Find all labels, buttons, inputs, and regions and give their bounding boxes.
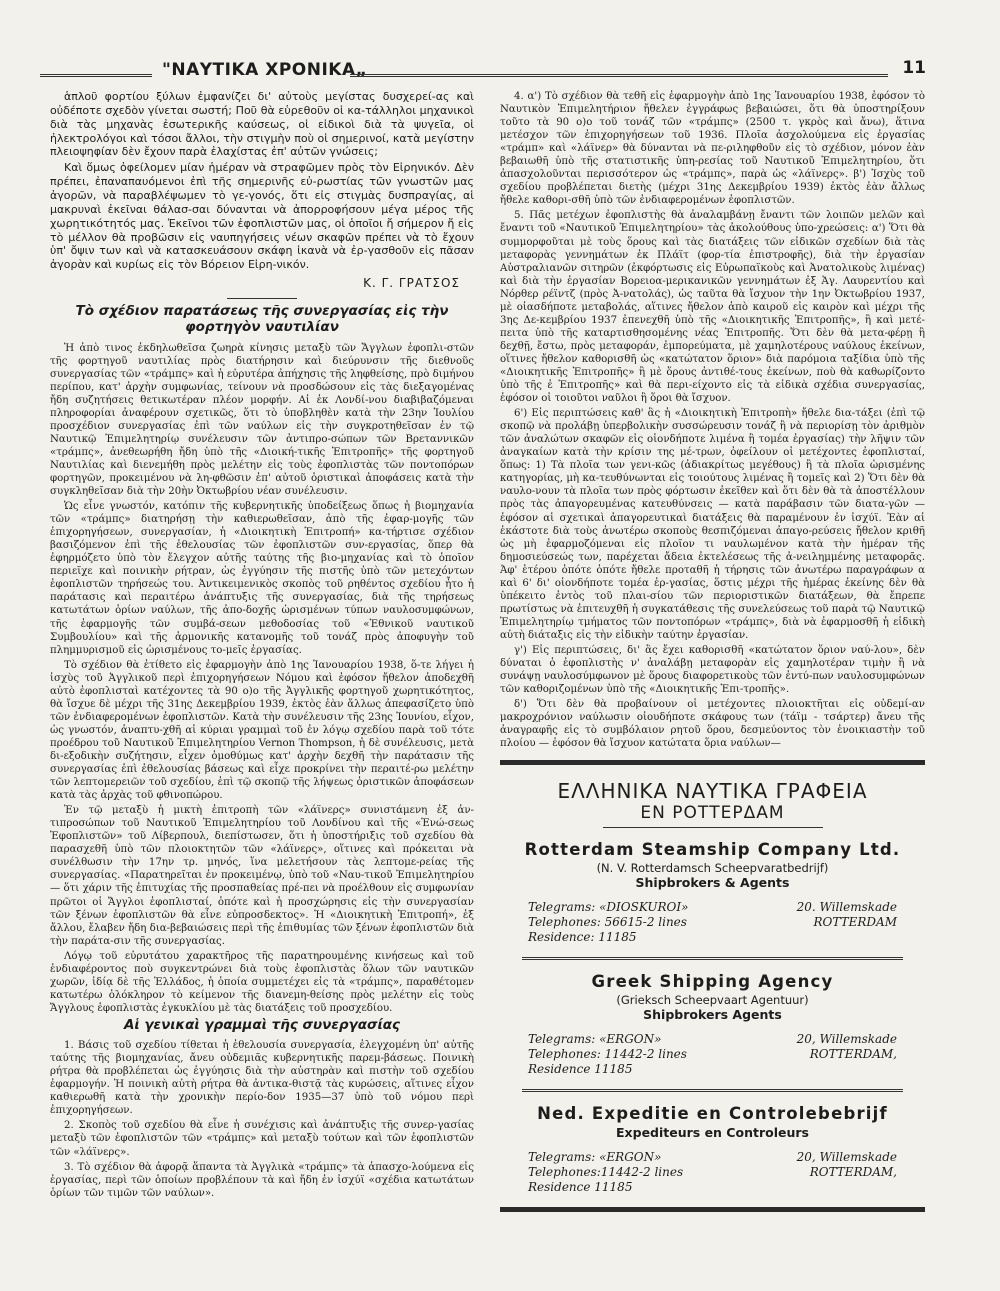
company-contact	[522, 900, 903, 945]
telephones-line: Telephones: 56615-2 lines	[528, 915, 687, 930]
body-paragraph: 5. Πᾶς μετέχων ἐφοπλιστὴς θὰ ἀναλαμβάνῃ ἔναντι τῶν λοιπῶν μελῶν καὶ ἔναντι τοῦ «Ναυτικοῦ Ἐπιμελητηρίου» τὰς ἀκολούθους ὑπο-χρεώσεις: α') Ὅτι θὰ συμμορφοῦται μὲ τοὺς ὅρους καὶ τὰς διατάξεις τῶν εἰδικῶν σχεδίων διὰ τὰς μεταφορὰς γεννημάτων ἐκ Πλάϊτ (φορ-τία ἐπιστροφῆς), διὰ τὴν ἐργασίαν Αὐστραλιανῶν σιτηρῶν (ἐκφόρτωσις εἰς Εὐρωπαϊκοὺς καὶ Ἀνατολικοὺς λιμένας) καὶ διὰ τὴν ἐργασίαν Βορειοα-μερικανικῶν γεννημάτων ἐξ Ἁγ. Λαυρεντίου καὶ Νόρθερ ρέϊντζ (πρὸς Ἀ-νατολάς), ὡς ταῦτα θὰ ἴσχυον τὴν 1ην Ὀκτωβρίου 1937, μὲ οἱασδήποτε μεταβολάς, αἵτινες ἤθελον ἀπὸ καιροῦ εἰς καιρὸν καὶ μέχρι τῆς 3ης Δε-κεμβρίου 1937 ἐπενεχθῆ ὑπὸ τῆς «Διοικητικῆς Ἐπιτροπῆς», ἢ καὶ μετέ-πειτα ὑπὸ τῆς καταρτισθησομένης νέας Ἐπιτροπῆς. Ὅτι δὲν θὰ μετα-φέρῃ ἢ δεχθῇ, ἔστω, πρὸς μεταφοράν, ἐμπορεύματα, μὲ χαμηλοτέρους ναύλους ἐκείνων, οἵτινες ἤθελον καθορισθῆ ὡς «κατώτατον ὅριον» διὰ παρόμοια ταξίδια ὑπὸ τῆς «Διοικητικῆς Ἐπιτροπῆς» ἢ μὲ ὅρους ἀντιθέ-τους ἐκείνων, ποὺ θὰ καθωρίζοντο ὑπὸ τῆς ἐ Ἐπιτροπῆς» καὶ θὰ περι-είχοντο εἰς τὰ εἰδικὰ σχέδια συνεργασίας, ἐφόσον οἱ τοιοῦτοι ναῦλοι ἢ ὅροι θὰ ἴσχυον.	[500, 210, 925, 405]
address-line: 20, Willemskade	[796, 1150, 897, 1165]
company-address	[797, 1150, 897, 1195]
company-contact	[522, 1032, 903, 1077]
lead-paragraph: ἁπλοῦ φορτίου ξύλων ἐμφανίζει δι' αὐτοὺς μεγίστας δυσχερεί-ας καὶ οὐδέποτε σχεδὸν γίνεται σωστή; Ποῦ θὰ εὑρεθοῦν οἱ κα-τάλληλοι μηχανικοὶ διὰ τὰς μηχανὰς ἐσωτερικῆς καύσεως, οἱ εἰδικοὶ διὰ τὰ ψυγεῖα, οἱ ἠλεκτρολόγοι καὶ τόσοι ἄλλοι, τὴν στιγμὴν ποὺ οἱ σημερινοί, κατὰ μεγίστην πλειοψηφίαν δὲν ἔχουν παρὰ ἐλαχίστας ἐπ' αὐτῶν γνώσεις;	[50, 90, 474, 159]
ad-banner	[522, 779, 903, 828]
lead-paragraph: Καὶ ὅμως ὀφείλομεν μίαν ἡμέραν νὰ στραφῶμεν πρὸς τὸν Εἰρηνικόν. Δὲν πρέπει, ἐπαναπαυόμενοι ἐπὶ τῆς σημερινῆς εὐ-ρωστίας τῶν γνωστῶν μας ἀγορῶν, νὰ παραβλέψωμεν τὸ γε-γονός, ὅτι εἰς στιγμὰς δυσπραγίας, αἱ μακρυναὶ ἐκεῖναι θάλασ-σαι δύνανται νὰ ἀπορροφήσουν μέγα μέρος τῆς χωρητικότητός μας. Ἐκεῖνοι τῶν ἐφοπλιστῶν μας, οἱ ὁποῖοι ἤ σήμερον ἤ εἰς τὸ μέλλον θὰ προβῶσιν εἰς ναυπηγήσεις νέων σκαφῶν πρέπει νὰ τὸ ἔχουν ὑπ' ὄψιν των καὶ νὰ κατασκευάσουν σκάφη ἱκανὰ νὰ ἐρ-γασθοῦν εἰς πᾶσαν ἀγορὰν καὶ κυρίως εἰς τὸν Βόρειον Εἰρη-νικόν.	[50, 161, 474, 272]
contact-lines	[528, 1032, 687, 1077]
residence-line: Residence: 11185	[528, 930, 637, 945]
contact-lines	[528, 1150, 683, 1195]
publication-title: "ΝΑΥΤΙΚΑ ΧΡΟΝΙΚΑ„	[162, 60, 368, 80]
body-paragraph: Τὸ σχέδιον θὰ ἐτίθετο εἰς ἐφαρμογὴν ἀπὸ 1ης Ἰανουαρίου 1938, ὅ-τε λήγει ἡ ἰσχὺς τοῦ Ἀγγλικοῦ περὶ ἐπιχορηγήσεων Νόμου καὶ ἐφόσον ἤθελον ἀποδεχθῆ αὐτὸ ἐφοπλισταὶ κατέχοντες τὰ 90 ο)ο τῆς Ἀγγλικῆς φορτηγοῦ χωρητικότητος, θὰ ἴσχυε δὲ μέχρι τῆς 31ης Δεκεμβρίου 1939, ἐκτὸς ἐὰν ἄλλως ἀπεφασίζετο ὑπὸ τῶν ἐνδιαφερομένων ἐφοπλιστῶν. Κατὰ τὴν συνέλευσιν τῆς 23ης Ἰουνίου, εἶχον, ὡς γνωστόν, ἀναπτυ-χθῆ αἱ κύριαι γραμμαὶ τοῦ ἐν λόγῳ σχεδίου παρὰ τοῦ τότε προέδρου τοῦ Ναυτικοῦ Ἐπιμελητηρίου Vernon Thompson, ἡ δὲ συνέλευσις, μετὰ δι-εξοδικὴν συζήτησιν, εἶχεν ὁμοθύμως κατ' ἀρχὴν δεχθῆ τὴν παράτασιν τῆς συνεργασίας ἐπὶ ἐθελουσίας βάσεως καὶ εἶχε προκρίνει τὴν περαιτέ-ρω μελέτην τῶν λεπτομερειῶν τοῦ σχεδίου, ἐπὶ τῷ σκοπῷ τῆς λήψεως ὁριστικῶν ἀποφάσεων κατὰ τὰς ἀρχὰς τοῦ φθινοπώρου.	[50, 659, 474, 802]
ad-company	[522, 1104, 903, 1195]
body-paragraph: 4. α') Τὸ σχέδιον θὰ τεθῆ εἰς ἐφαρμογὴν ἀπὸ 1ης Ἰανουαρίου 1938, ἐφόσον τὸ Ναυτικὸν Ἐπιμελητήριον ἤθελεν ἐγγράφως βεβαιώσει, ὅτι θὰ ὑποστηρίξουν τοῦτο τὰ 90 ο)ο τοῦ τονάζ τῶν «τράμπς» (2500 τ. γκρὸς καὶ ἄνω), ἅτινα μετέσχον τῶν ἐπιχορηγήσεων τοῦ 1936. Πλοῖα ἀσχολούμενα εἰς ἐργασίας «τράμπ» καὶ «λάϊνερ» θὰ δύνανται νὰ πε-ριληφθοῦν εἰς τὸ σχέδιον, μόνον ἐὰν βεβαιωθῆ ὑπὸ τῆς στατιστικῆς ὑπη-ρεσίας τοῦ Ναυτικοῦ Ἐπιμελητηρίου, ὅτι ἀπασχολοῦνται περισσότερον ὡς «τράμπς», παρὰ ὡς «λάϊνερς». β') Ἰσχὺς τοῦ σχεδίου προβλέπεται διετὴς (μέχρι 31ης Δεκεμβρίου 1939) ἐκτὸς ἐὰν ἄλλως ἤθελε καθορι-σθῆ ὑπὸ τῶν ἐνδιαφερομένων ἐφοπλιστῶν.	[500, 91, 925, 207]
telegrams-line: Telegrams: «DIOSKUROI»	[528, 900, 689, 915]
address-line: 20. Willemskade	[796, 900, 897, 915]
body-paragraph: γ') Εἰς περιπτώσεις, δι' ἃς ἔχει καθορισθῆ «κατώτατον ὅριον ναύ-λου», δὲν δύναται ὁ ἐφοπλιστὴς ν' ἀναλάβῃ μεταφορὰν εἰς χαμηλοτέραν τιμὴν ἢ νὰ συνάψῃ ναυλοσύμφωνον μὲ ὅρους διαφορετικοὺς τῶν ἐντύ-πων ναυλοσυμφώνων τῶν καθοριζομένων ὑπὸ τῆς «Διοικητικῆς Ἐπι-τροπῆς».	[500, 644, 925, 696]
body-paragraph: 2. Σκοπὸς τοῦ σχεδίου θὰ εἶνε ἡ συνέχισις καὶ ἀνάπτυξις τῆς συνερ-γασίας μεταξὺ τῶν ἐφοπλιστῶν τῶν «τράμπς» καὶ μεταξὺ τούτων καὶ τῶν ἐφοπλιστῶν τῶν «λάϊνερς».	[50, 1120, 474, 1158]
section-divider	[227, 298, 297, 299]
body-paragraph: Ἡ ἀπὸ τινος ἐκδηλωθεῖσα ζωηρὰ κίνησις μεταξὺ τῶν Ἄγγλων ἐφοπλι-στῶν τῆς φορτηγοῦ ναυτιλίας πρὸς διατήρησιν καὶ διεύρυνσιν τῆς διεθνοῦς συνεργασίας τῶν «τράμπς» καὶ ἡ εὐρυτέρα ἀπήχησις τῆς ληφθείσης, πρὸ διμήνου περίπου, κατ' ἀρχὴν συμφωνίας, τείνουν νὰ προσδώσουν εἰς τὰς διεξαγομένας ἤδη συζητήσεις θετικωτέραν πλέον μορφήν. Αἱ ἐκ Λονδί-νου διαβιβαζόμεναι πληροφορίαι ἀναφέρουν σχετικῶς, ὅτι τὸ ὑποβληθὲν κατὰ τὴν 23ην Ἰουλίου προσχέδιον συνεργασίας ἐπὶ τῶν ναύλων εἰς τὴν συγκροτηθεῖσαν ἐν τῷ Ναυτικῷ Ἐπιμελητηρίῳ συνέλευσιν τῶν ἀντιπρο-σώπων τῶν Βρεταννικῶν «τράμπς», ἀνεθεωρήθη ἤδη ὑπὸ τῆς «Διοική-τικῆς Ἐπιτροπῆς» τῆς φορτηγοῦ Ναυτιλίας καὶ διενεμήθη πρὸς μελέτην εἰς τοὺς ἐφοπλιστὰς τῶν ποντοπόρων φορτηγῶν, προκειμένου νὰ λη-φθῶσιν ἐπ' αὐτοῦ ὁριστικαὶ ἀποφάσεις κατὰ τὴν συγκληθεῖσαν διὰ τὴν 20ὴν Ὀκτωβρίου νέαν συνέλευσιν.	[50, 342, 474, 498]
subsection-body	[50, 1039, 474, 1200]
company-address	[797, 900, 897, 945]
telegrams-line: Telegrams: «ERGON»	[528, 1032, 662, 1047]
company-name: Ned. Expeditie en Controlebebrijf	[537, 1104, 888, 1124]
company-address	[797, 1032, 897, 1077]
body-paragraph: δ') Ὅτι δὲν θὰ προβαίνουν οἱ μετέχοντες πλοιοκτῆται εἰς οὐδεμί-αν μακροχρόνιον ναύλωσιν οἱουδήποτε σκάφους των (τάϊμ - τσάρτερ) ἄνευ τῆς ἀναγραφῆς εἰς τὸ συμβόλαιον ρητοῦ ὅρου, δεσμεύοντος τὸν ἐνοικιαστὴν τοῦ πλοίου — ἐφόσον θὰ ἴσχυον κατώτατα ὅρια ναύλων—	[500, 699, 925, 750]
ad-banner-line2: ΕΝ ΡΟΤΤΕΡΔΑΜ	[640, 803, 785, 824]
residence-line: Residence 11185	[528, 1180, 633, 1195]
company-role: Shipbrokers Agents	[643, 1007, 782, 1023]
article-continuation	[500, 90, 925, 750]
ad-divider	[522, 957, 903, 960]
contact-lines	[528, 900, 688, 945]
author-signature: Κ. Γ. ΓΡΑΤΣΟΣ	[363, 276, 460, 291]
company-subtitle: (Grieksch Scheepvaart Agentuur)	[616, 993, 809, 1008]
advertisement-box	[500, 760, 925, 1212]
header-rule-left	[40, 74, 152, 77]
body-paragraph: Ὡς εἶνε γνωστόν, κατόπιν τῆς κυβερνητικῆς ὑποδείξεως ὅπως ἡ βιομηχανία τῶν «τράμπς» διατηρήσῃ τὴν καθιερωθεῖσαν, ἀπὸ τῆς ἐφαρ-μογῆς τῶν ἐπιχορηγήσεων, συνεργασίαν, ἡ «Διοικητικὴ Ἐπιτροπή» κα-τήρτισε σχέδιον βασιζόμενον ἐπὶ τῆς ἐθελουσίας τῶν ἐφοπλιστῶν συν-εργασίας, ὅπερ θὰ ἐφηρμόζετο ὑπὸ τὸν ἔλεγχον αὐτῆς ταύτης τῆς βιο-μηχανίας καὶ τὸ ὁποῖον περιεῖχε καὶ ποινικὴν ρήτραν, ὡς ἐγγύησιν τῆς πιστῆς ὑπὸ τῶν μετεχόντων ἐφοπλιστῶν τηρήσεώς του. Ἀντικειμενικὸς σκοπὸς τοῦ ρηθέντος σχεδίου ἦτο ἡ παράτασις καὶ περαιτέρω ἀνάπτυξις τῆς συνεργασίας, διὰ τῆς τηρήσεως κατωτάτων ὁρίων ναύλων, τῆς ἀπο-δοχῆς ὡρισμένων τύπων ναυλοσυμφώνων, τῆς ἐφαρμογῆς τῶν συμβά-σεων μεθοδοσίας τοῦ «Ἐθνικοῦ ναυτικοῦ Συμβουλίου» καὶ τῆς ἁρμονικῆς κατανομῆς τοῦ τονάζ πρὸς ἀποφυγὴν τοῦ πλημμυρισμοῦ εἰς ὡρισμένους το-μεῖς ἐργασίας.	[50, 501, 474, 656]
page-number: 11	[902, 58, 926, 78]
article-heading: Τὸ σχέδιον παρατάσεως τῆς συνεργασίας εἰς τὴν φορτηγὸν ναυτιλίαν	[75, 303, 449, 336]
address-city: ROTTERDAM	[813, 915, 897, 930]
address-line: 20, Willemskade	[796, 1032, 897, 1047]
ad-company	[522, 972, 903, 1077]
subsection-heading: Αἱ γενικαὶ γραμμαὶ τῆς συνεργασίας	[123, 1016, 401, 1033]
advertisement-inner	[510, 771, 915, 1199]
company-contact	[522, 1150, 903, 1195]
body-paragraph: 6') Εἰς περιπτώσεις καθ' ἃς ἡ «Διοικητικὴ Ἐπιτροπὴ» ἤθελε δια-τάξει (ἐπὶ τῷ σκοπῷ νὰ προλάβῃ ὑπερβολικὴν συσσώρευσιν τονάζ ἢ νὰ περιορίσῃ τὸν ἀριθμὸν τῶν ἀναλώτων σκαφῶν εἰς οἱονδήποτε λιμένα ἢ τομέα ἐργασίας) τὴν λῆψιν τῶν ἀναγκαίων κατὰ τὴν κρίσιν της μέ-τρων, ὀφείλουν οἱ μετέχοντες ἐφοπλισταί, ὅπως: 1) Τὰ πλοῖα των γενι-κῶς (ἀδιακρίτως μεγέθους) ἢ τὰ πλοῖα ὡρισμένης κατηγορίας, μὴ κα-τευθύνωνται εἰς τοιούτους λιμένας ἢ τομεῖς καὶ 2) Ὅτι δὲν θὰ ναυλο-νουν τὰ πλοῖα των πρὸς φόρτωσιν ἐκεῖθεν καὶ ὅτι δὲν θὰ τὰ ἀποστέλλουν πρὸς τὰς ἀπαγορευμένας κατευθύνσεις — κατὰ παράβασιν τῶν διατα-γῶν — ἐφόσον αἱ σχετικαὶ ἀπαγορευτικαὶ διατάξεις θὰ παραμένουν ἐν ἰσχύϊ. Ἐὰν αἱ ἑκάστοτε διὰ τοὺς ἀνωτέρω σκοποὺς θεσπιζόμεναι ἀπαγο-ρεύσεις ἤθελον κριθῆ ὡς μὴ ἐφαρμοζόμεναι εἰς πλοῖον τι ναυλωμένον κατὰ τὴν ἡμέραν τῆς δημοσιεύσεώς των, παρέχεται ἄδεια ἐκτελέσεως τῆς ἀ-νειλημμένης μεταφορᾶς. Ἀφ' ἑτέρου ὁπότε ὁπότε ἤθελε προταθῆ ἡ τήρησις τῶν ἀνωτέρω παραγράφων α καὶ 6' δι' οἱονδήποτε τομέα ἐρ-γασίας, ὅστις μέχρι τῆς ἡμέρας ἐκείνης δὲν θὰ ὑπέκειτο ἐντὸς τοῦ πλαι-σίου τῶν περιοριστικῶν διατάξεων, θὰ ἔπρεπε πρωτίστως νὰ ἐπιτευχθῆ ἡ συγκατάθεσις τῆς συνελεύσεως τοῦ παρὰ τῷ Ναυτικῷ Ἐπιμελητηρίῳ τμήματος τῶν ποντοπόρων «τράμπς», διὰ νὰ ἐφαρμοσθῆ ἡ εἰδικὴ αὐτὴ διάταξις εἰς τὴν εἰδικὴν ταύτην ἐργασίαν.	[500, 408, 925, 641]
ad-banner-line1: ΕΛΛΗΝΙΚΑ ΝΑΥΤΙΚΑ ΓΡΑΦΕΙΑ	[557, 779, 868, 804]
telegrams-line: Telegrams: «ERGON»	[528, 1150, 662, 1165]
address-city: ROTTERDAM,	[809, 1047, 897, 1062]
left-column	[50, 90, 474, 1202]
telephones-line: Telephones:11442-2 lines	[528, 1165, 684, 1180]
residence-line: Residence 11185	[528, 1062, 633, 1077]
address-city: ROTTERDAM,	[809, 1165, 897, 1180]
body-paragraph: Ἐν τῷ μεταξὺ ἡ μικτὴ ἐπιτροπὴ τῶν «λάϊνερς» συνιστάμενη ἐξ ἀν-τιπροσώπων τοῦ Ναυτικοῦ Ἐπιμελητηρίου τοῦ Λονδίνου καὶ τῆς «Ἑνώ-σεως Ἐφοπλιστῶν» τοῦ Λίβερπουλ, διεπίστωσεν, ὅτι ἡ ὑποστήριξις τοῦ σχεδίου θὰ παρασχεθῆ ὑπὸ τῶν πλοιοκτητῶν τῶν «λάϊνερς», οἵτινες καὶ πρόκειται νὰ συνέλθωσιν τὴν 17ην τρ. μηνός, ἵνα μελετήσουν τὰς λεπτομε-ρείας τῆς συνεργασίας. «Παρατηρεῖται ἐν προκειμένῳ, ὑπὸ τοῦ «Ναυ-τικοῦ Ἐπιμελητηρίου — ὅτι χάριν τῆς ἐπιτυχίας τῆς προσπαθείας πρέ-πει νὰ προέλθουν εἰς συμφωνίαν πρῶτοι οἱ Ἄγγλοι ἐφοπλισταί, ὁπότε καὶ ἡ προσχώρησις εἰς τὴν συνεργασίαν τῶν ξένων ἐφοπλιστῶν θὰ εἶνε εὐπροσδεκτος». Ἡ «Διοικητικὴ Ἐπιτροπή», ἐξ ἄλλου, ἔλαβεν ἤδη δια-βεβαιώσεις περὶ τῆς ἐπιθυμίας τῶν ξένων ἐφοπλιστῶν διὰ τὴν παράτα-σιν τῆς συνεργασίας.	[50, 805, 474, 947]
page-header	[40, 54, 946, 84]
company-role: Shipbrokers & Agents	[635, 875, 790, 891]
body-paragraph: Λόγῳ τοῦ εὐρυτάτου χαρακτῆρος τῆς παρατηρουμένης κινήσεως καὶ τοῦ ἐνδιαφέροντος ποὺ συγκεντρώνει διὰ τοὺς ἐφοπλιστὰς ὅλων τῶν ναυτικῶν χωρῶν, ἰδίᾳ δὲ τῆς Ἑλλάδος, ἡ ὁποία συμμετέχει εἰς τὰ «τράμπς», παραθέτομεν κατωτέρω ὁλόκληρον τὸ κείμενον τῆς διανεμη-θείσης πρὸς μελέτην εἰς τοὺς Ἄγγλους ἐφοπλιστὰς ἐγκυκλίου μὲ τὰς διατάξεις τοῦ προσχεδίου.	[50, 950, 474, 1014]
lead-article-end	[50, 90, 474, 272]
company-subtitle: (N. V. Rotterdamsch Scheepvaratbedrijf)	[596, 861, 829, 876]
article-body	[50, 342, 474, 1015]
ad-divider	[522, 1089, 903, 1092]
header-rule-right	[350, 74, 888, 77]
body-paragraph: 1. Βάσις τοῦ σχεδίου τίθεται ἡ ἐθελουσία συνεργασία, ἐλεγχομένη ὑπ' αὐτῆς ταύτης τῆς βιομηχανίας, ἄνευ οὐδεμιᾶς κυβερνητικῆς παρεμ-βάσεως. Ποινικὴ ρήτρα θὰ προβλέπεται ὡς ἐγγύησις διὰ τὴν αὐστηρὰν καὶ πιστὴν τοῦ σχεδίου ἐφαρμογήν. Ἡ ποινικὴ αὐτὴ ρήτρα θὰ ἀντικα-θιστᾷ τὰς κυρώσεις, αἵτινες εἶχον καθιερωθῆ κατὰ τὴν χρονικὴν περίο-δον 1935—37 ὑπὸ τοῦ νόμου περὶ ἐπιχορηγήσεων.	[50, 1040, 474, 1117]
company-role: Expediteurs en Controleurs	[616, 1125, 809, 1141]
body-paragraph: 3. Τὸ σχέδιον θὰ ἀφορᾷ ἅπαντα τὰ Ἀγγλικὰ «τράμπς» τὰ ἀπασχο-λούμενα εἰς ἐργασίας, περὶ τῶν ὁποίων προβλέπουν τὰ καὶ ἤδη ἐν ἰσχύϊ «σχέδια κατωτάτων ὁρίων τῶν τιμῶν τῶν ναύλων».	[50, 1161, 474, 1199]
telephones-line: Telephones: 11442-2 lines	[528, 1047, 687, 1062]
right-column	[500, 90, 925, 1212]
company-name: Greek Shipping Agency	[591, 972, 834, 992]
ad-company	[522, 840, 903, 945]
company-name: Rotterdam Steamship Company Ltd.	[524, 840, 901, 860]
ad-banner-rule	[603, 827, 823, 828]
